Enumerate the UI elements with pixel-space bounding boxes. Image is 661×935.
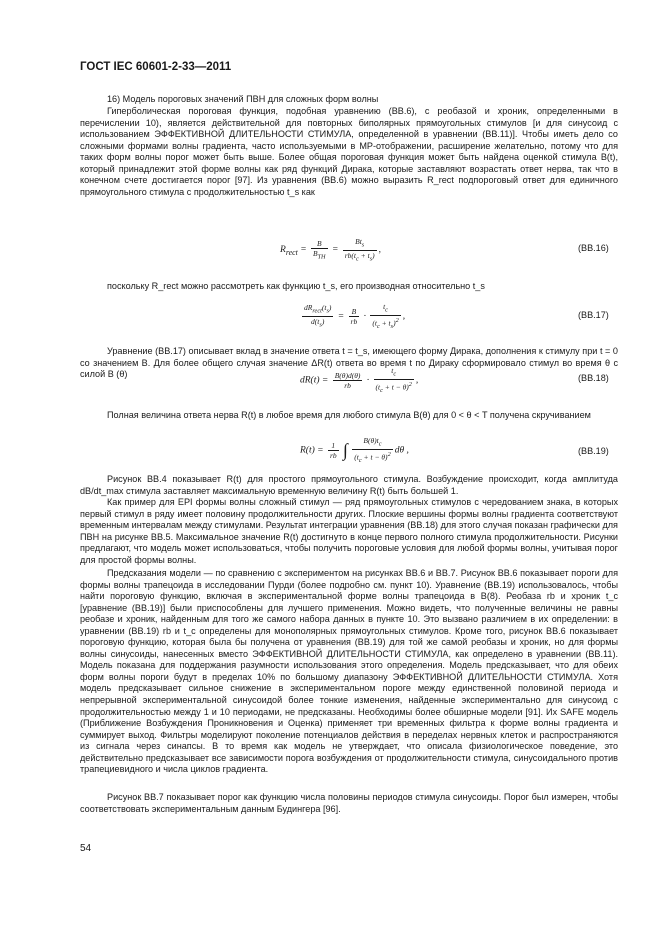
- equation-number-bb17: (ВВ.17): [578, 310, 609, 320]
- paragraph-1: Гиперболическая пороговая функция, подобная уравнению (ВВ.6), с реобазой и хроник, определенными в перечислении 10), является действительной для повторных биполярных прямоугольных стимулов [и для синусоид с использованием ЭФФЕКТИВНОЙ ДЛИТЕЛЬНОСТИ СТИМУЛА, определенной в уравнении (ВВ.11)]. Чтобы иметь дело со сложными формами волны градиента, часто используемыми в МР-отображении, расширение желательно, потому что для таких форм волны порог может быть выше. Более общая пороговая функция может быть найдена оценкой стимула B(t), который принадлежит этой форме волны как ряд функций Дирака, которые заставляют возрастать ответ нерва, так что в конечном счете достигается порог [97]. Из уравнения (ВВ.6) можно выразить R_rect подпороговый ответ для единичного прямоугольного стимула с продолжительностью t_s как: [80, 106, 618, 197]
- paragraph-8: Рисунок ВВ.7 показывает порог как функцию числа половины периодов стимула синусоиды. Порог был измерен, чтобы соответствовать экспериментальным данным Будингера [96].: [80, 792, 618, 814]
- paragraph-2: поскольку R_rect можно рассмотреть как функцию t_s, его производная относительно t_s: [107, 281, 485, 291]
- equation-number-bb19: (ВВ.19): [578, 446, 609, 456]
- equation-number-bb16: (ВВ.16): [578, 243, 609, 253]
- paragraph-6: Как пример для EPI формы волны сложный стимул — ряд прямоугольных стимулов с чередованием знака, в которых первый стимул в ряду имеет половину продолжительности других. Плоские вершины формы волны градиента соответствуют временным интервалам между стимулами. Результат интеграции уравнения (ВВ.18) для этого случая показан графически для ПВН на рисунке ВВ.5. Максимальное значение R(t) достигнуто в конце первого полного стимула продолжительности. Рисунки предлагают, что модель может использоваться, чтобы получить пороговые условия для любой формы волны, учитывая порог для простой формы волны.: [80, 497, 618, 565]
- equation-bb18: dR(t) = $\frac{B(\theta)d(\theta)}{rb}$ · $\frac{t_c}{(t_c + t - \theta)^2}$ ,: [300, 366, 419, 394]
- page-number: 54: [80, 843, 92, 854]
- equation-bb17: $dR_{rect}(t_s)$ $d(t_s)$ = $\frac{B}{rb}$ · $\frac{t_c}{(t_c + t_s)^2}$ ,: [304, 302, 406, 330]
- paragraph-3: Уравнение (ВВ.17) описывает вклад в значение ответа t = t_s, имеющего форму Дирака, дополнения к стимулу при t = 0 со значением B. Для более общего случая значение ΔR(t) ответа во время t по Дираку сформировало стимул во время θ с силой B (θ): [80, 346, 618, 380]
- section-title: 16) Модель пороговых значений ПВН для сложных форм волны: [107, 94, 379, 104]
- paragraph-4: Полная величина ответа нерва R(t) в любое время для любого стимула B(θ) для 0 < θ < T получена скручиванием: [107, 410, 591, 420]
- equation-bb16: $R_{rect}$ = B $B_{TH}$ = $Bt_s$ $rb(t_c + t_s)$ ,: [280, 237, 381, 262]
- equation-bb19: R(t) = $\frac{1}{rb}$ ∫ $\frac{B(\theta)t_c}{(t_c + t - \theta)^2}$ dθ ,: [300, 436, 409, 464]
- paragraph-5: Рисунок ВВ.4 показывает R(t) для простого прямоугольного стимула. Возбуждение происходит, когда амплитуда dB/dt_max стимула заставляет максимальную временную величину R(t) быть большей 1.: [80, 474, 618, 496]
- paragraph-7: Предсказания модели — по сравнению с экспериментом на рисунках ВВ.6 и ВВ.7. Рисунок ВВ.6 показывает пороги для формы волны трапецоида в исследовании Пурди (более подробно см. пункт 10). Уравнение (ВВ.19) использовалось, чтобы найти пороговую функцию, включая в экспериментальной форме волны трапецоида в B(8). Реобаза rb и хроник t_c [уравнение (ВВ.19)] были приспособлены для лучшего применения. Можно видеть, что полученные величины не равны реобазе и хроник, найденным для того же самого набора данных в пункте 10. Это вызвано различием в их определении: в уравнении (ВВ.19) rb и t_c определены для монополярных прямоугольных стимулов. Кроме того, рисунок ВВ.6 показывает пороговую функцию, которая была бы получена от уравнения (ВВ.19) для той же самой реобазы и хроник, но для формы волны синусоиды, нанесенных вместо ЭФФЕКТИВНОЙ ДЛИТЕЛЬНОСТИ СТИМУЛА, как определено в уравнении (ВВ.11). Модель показана для поддержания разумности использования этого определения. Модель предсказывает, что для обеих форм волны пороги будут в пределах 10% по большому диапазону ЭФФЕКТИВНОЙ ДЛИТЕЛЬНОСТИ СТИМУЛА. Хотя модель предсказывает сильное снижение в экспериментальном пороге между единственной половиной периода и непрерывной экспериментальной синусоидой более тонкие изменения, найденные экспериментально для синусоид с продолжительностью между 1 и 10 периодами, не предсказаны. Необходимы более обширные модели [91]. Их SAFE модель (Приближение Возбуждения Проникновения и Оценка) применяет три временных фильтра к форме волны градиента и суммирует выход. Фильтры моделируют поколение потенциалов действия в переделах нервных клеток и распространяются из сигнала через синапсы. В то время как модель не утверждает, что описала физиологическое поведение, это действительно предсказывает все зависимости порога возбуждения от продолжительности стимула, синусоидального против трапециевидного и числа циклов градиента.: [80, 568, 618, 775]
- document-header: ГОСТ IEC 60601-2-33—2011: [80, 61, 232, 73]
- equation-number-bb18: (ВВ.18): [578, 373, 609, 383]
